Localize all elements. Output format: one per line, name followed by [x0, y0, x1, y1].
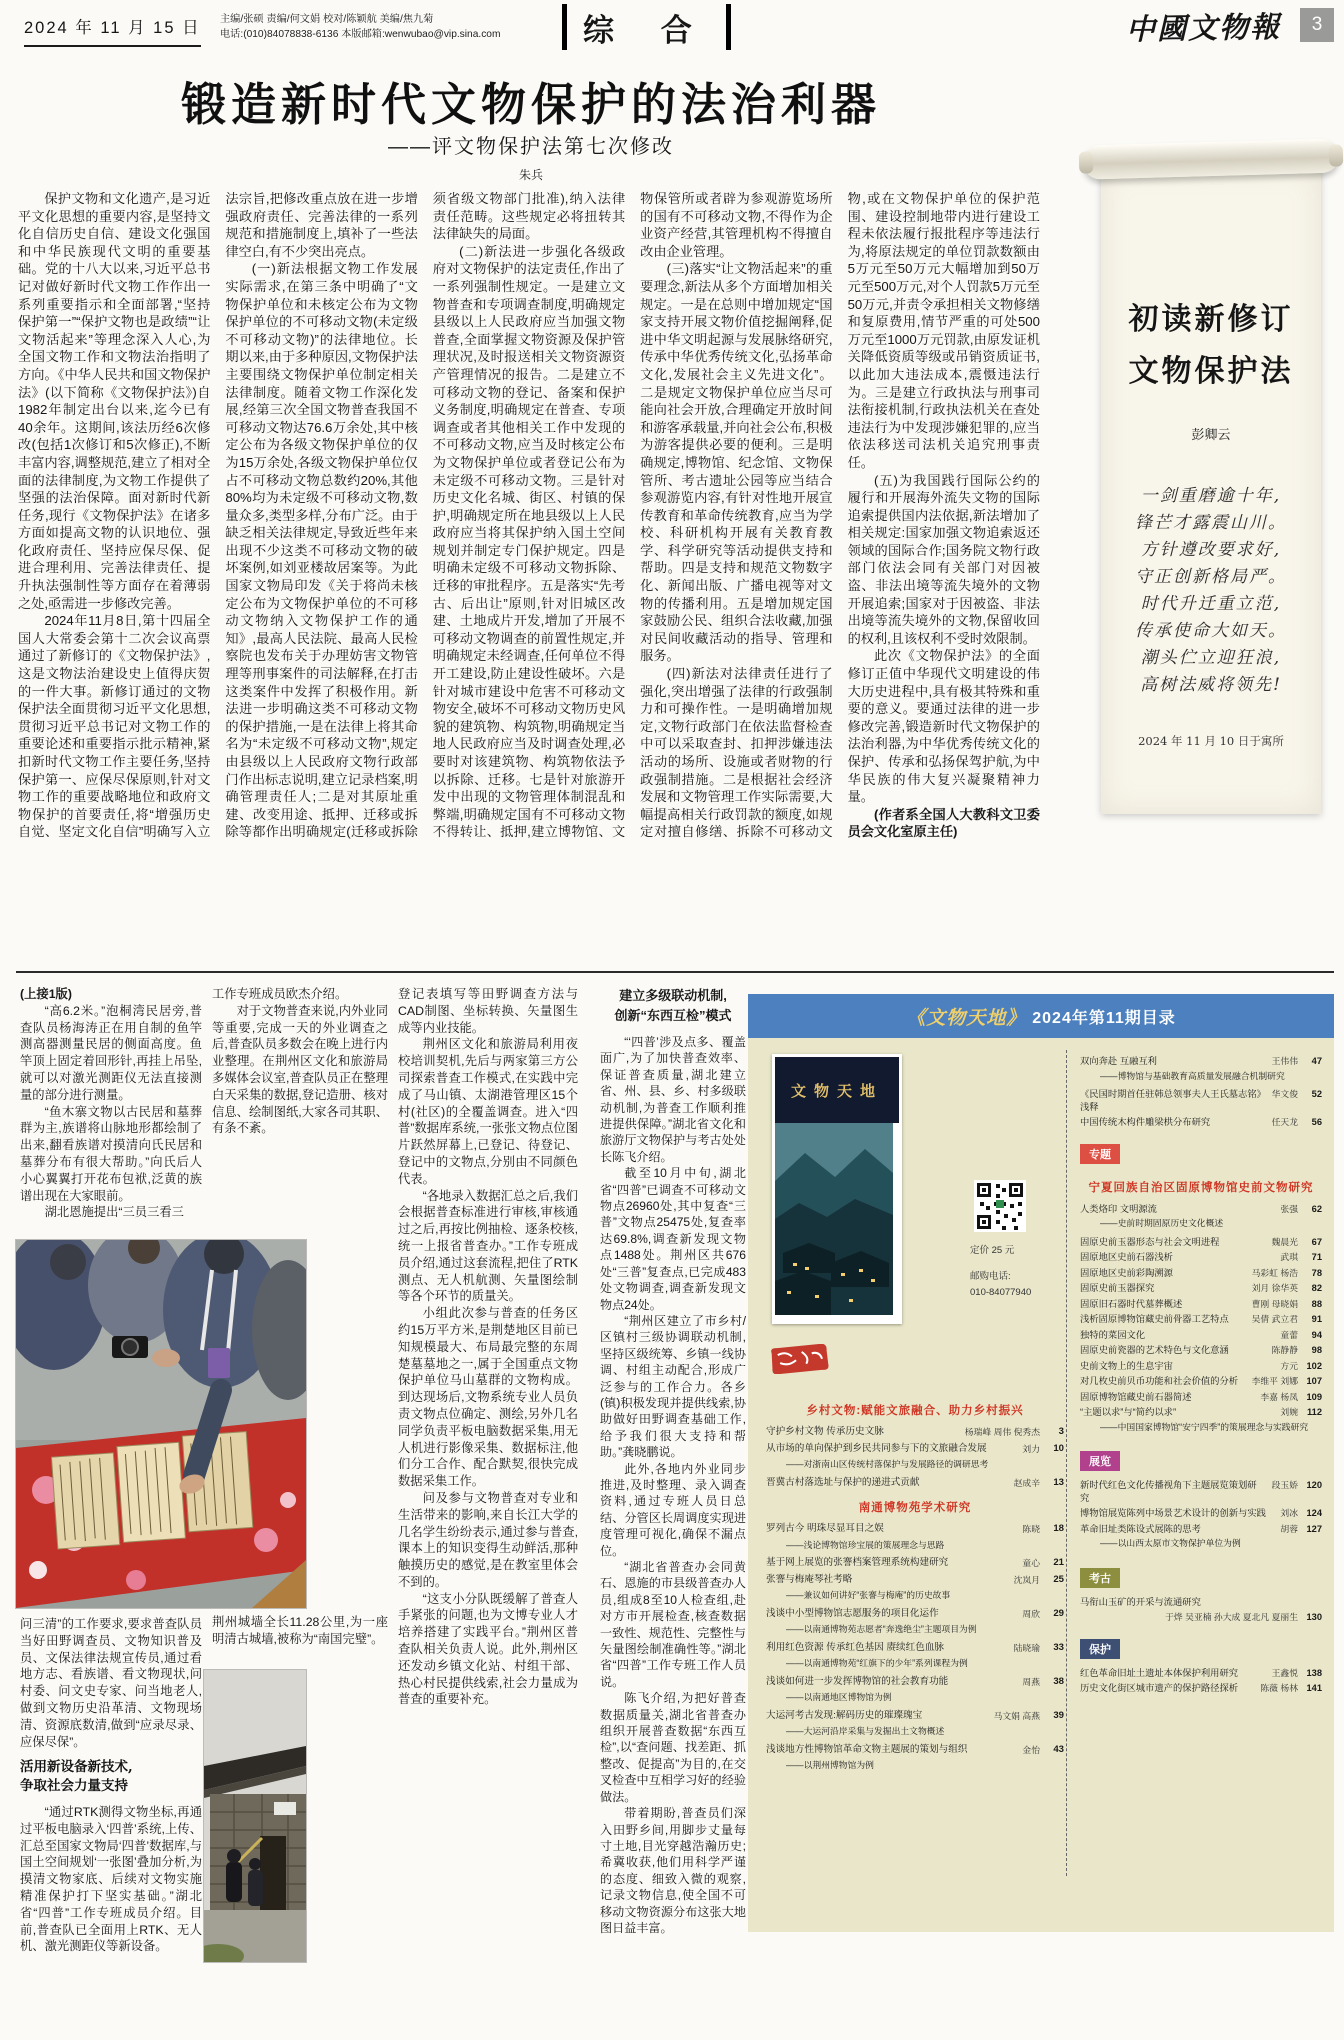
toc-entry: [1080, 1282, 1322, 1295]
toc-entry: [766, 1608, 1064, 1621]
bottom-col2-mid: [212, 1614, 388, 1666]
toc-entry-title: 浅谈中小型博物馆志愿服务的项目化运作: [766, 1607, 939, 1619]
toc-entry-title: 基于网上展览的张謇档案管理系统构建研究: [766, 1557, 949, 1568]
toc-entry-subtitle: ——以南通博物苑“红旗下的少年”系列课程为例: [786, 1658, 968, 1668]
toc-entry-page: 62: [1311, 1203, 1322, 1214]
poem-line: 方针遵改要求好,: [1140, 540, 1282, 560]
bottom-col2-top: [212, 986, 388, 1240]
toc-entry-page: 52: [1311, 1089, 1322, 1099]
toc-entry-subtitle: ——对浙南山区传统村落保护与发展路径的调研思考: [786, 1459, 989, 1469]
toc-entry-authors: 周燕: [1022, 1676, 1040, 1687]
toc-issue-label: 2024年第11期目录: [1032, 1009, 1176, 1027]
paragraph: “‘四普’涉及点多、覆盖面广,为了加快普查效率、保证普查质量,湖北建立省、州、县、乡、村多级联动机制,为普查工作顺利推进提供保障。”湖北省文化和旅游厅文物保护与考古处处长陈飞介绍。: [600, 1035, 746, 1164]
toc-entry-authors: 金怡: [1022, 1744, 1040, 1755]
toc-entry: [766, 1443, 1064, 1456]
toc-entry-authors: 张强: [1280, 1203, 1298, 1214]
toc-entry: [1080, 1298, 1322, 1311]
toc-entry-title: 对几枚史前贝币功能和社会价值的分析: [1080, 1376, 1239, 1386]
main-headline: 锻造新时代文物保护的法治利器: [180, 78, 881, 131]
section-header: [562, 4, 731, 50]
paragraph: “高6.2米。”泡桐湾民居旁,普查队员杨海涛正在用自制的鱼竿测高器测量民居的侧面高度。鱼竿顶上固定着回形针,再挂上吊坠,就可以对激光测距仪无法直接测量的部分进行测量。: [20, 1003, 202, 1102]
newspaper-logo: 中國文物報: [1125, 9, 1282, 47]
toc-entry-authors: 马文娟 高燕: [993, 1710, 1040, 1721]
toc-entry-title: 守护乡村文物 传承历史文脉: [766, 1426, 884, 1437]
toc-entry-subtitle: ——史前时期固原历史文化概述: [1100, 1218, 1224, 1228]
paragraph: (二)新法进一步强化各级政府对文物保护的法定责任,作出了一系列强制性规定。一是建立文物普查和专项调查制度,明确规定县级以上人民政府应当加强文物普查,全面掌握文物资源及保护管理状况,及时报送相关文物资源资产管理情况的报告。二是建立不可移动文物的登记、备案和保护义务制度,明确规定在普查、专项调查或者其他相关工作中发现的不可移动文物,应当及时核定公布为文物保护单位或者登记公布为未定级不可移动文物。三是针对历史文化名城、街区、村镇的保护,明确规定所在地县级以上人民政府应当将其保护纳入国土空间规划并制定专门保护规定。四是明确未定级不可移动文物拆除、迁移的审批程序。五是落实“先考古、后出让”原则,针对旧城区改建、土地成片开发,增加了开展不可移动文物调查的前置性规定,并明确规定未经调查,任何单位不得开工建设,防止建设性破坏。六是针对城市建设中危害不可移动文物安全,破坏不可移动文物历史风貌的建筑物、构筑物,明确规定当地人民政府应当及时调查处理,必要时对该建筑物、构筑物依法予以拆除、迁移。七是针对旅游开发中出现的文物管理体制混乱和弊端,明确规定国有不可移动文物不得转让、抵押,建立博物馆、文物保管所或者辟为参观游览场所的国有不可移动文物,不得作为企业资产经营,其管理机构不得擅自改由企业管理。: [432, 191, 833, 840]
toc-entry-title: 中国传统木构件雕梁栱分布研究: [1080, 1117, 1211, 1127]
main-subhead: ——评文物保护法第七次修改: [388, 136, 674, 158]
toc-entry-page: 98: [1311, 1345, 1322, 1355]
toc-entry-title: 双向奔赴 互融互利: [1080, 1056, 1157, 1066]
toc-entry: [1080, 1116, 1322, 1129]
toc-entry-authors: 方元: [1280, 1360, 1298, 1371]
paragraph: 此外,各地内外业同步推进,及时整理、录入调查资料,通过专班人员日总结、分管区长周调度实现进度管理可视化,确保不漏点位。: [600, 1461, 746, 1558]
toc-entry-title: 红色革命旧址土遗址本体保护利用研究: [1080, 1667, 1239, 1678]
toc-entry-page: 13: [1053, 1476, 1064, 1488]
toc-entry-authors: 吴倩 武立君: [1251, 1314, 1298, 1324]
mail-order-label: 邮购电话:: [970, 1271, 1011, 1282]
toc-entry-subtitle: ——以山西太原市文物保护单位为例: [1100, 1538, 1241, 1548]
toc-entry: [1080, 1391, 1322, 1404]
toc-left-column: [766, 1392, 1064, 1778]
toc-entry-title: 固原地区史前石器浅析: [1080, 1252, 1173, 1262]
toc-entry: [1080, 1088, 1322, 1113]
toc-entry-authors: 陈静静: [1271, 1345, 1298, 1355]
toc-section-badge: 展览: [1080, 1451, 1120, 1471]
toc-entry-authors: 刘婉: [1280, 1407, 1298, 1417]
masthead-crew: [220, 12, 500, 42]
toc-entry: [1080, 1406, 1322, 1419]
toc-entry-page: 10: [1053, 1442, 1064, 1454]
toc-entry-title: 从市场的单向保护到乡民共同参与下的文旅融合发展: [766, 1442, 987, 1454]
toc-entry: [766, 1426, 1064, 1439]
bottom-col1-tail: [20, 1804, 202, 2036]
toc-entry-title: 人类烙印 文明源流: [1080, 1203, 1157, 1214]
toc-entry: [1080, 1267, 1322, 1280]
toc-entry-authors: 任天龙: [1271, 1117, 1298, 1127]
toc-entry-page: 38: [1053, 1675, 1064, 1687]
toc-entry-title: 革命旧址类陈设式展陈的思考: [1080, 1523, 1201, 1534]
photo-survey-genealogy-books-image: [16, 1240, 306, 1608]
paragraph: “这支小分队既缓解了普查人手紧张的问题,也为文博专业人才培养搭建了实践平台。”荆州区普查队相关负责人说。此外,荆州区还发动乡镇文化站、村组干部、热心村民提供线索,社会力量成为普查的重要补充。: [398, 1591, 578, 1707]
toc-right-column: [1080, 1052, 1322, 1698]
toc-entry-authors: 李嘉 杨凤: [1260, 1391, 1298, 1402]
toc-entry: [766, 1744, 1064, 1757]
toc-entry-page: 112: [1307, 1407, 1322, 1417]
paragraph: “荆州区建立了市乡村/区镇村三级协调联动机制,坚持区级统筹、乡镇一线协调、村组主动配合,形成广泛参与的工作合力。各乡(镇)积极发现并提供线索,协助做好田野调查基础工作,给予我们很大支持和帮助。”龚晓鹏说。: [600, 1313, 746, 1460]
scroll-byline: 彭卿云: [1191, 427, 1231, 442]
toc-entry-authors: 陈薇 杨林: [1260, 1683, 1298, 1693]
toc-entry-title: 浅谈地方性博物馆革命文物主题展的策划与组织: [766, 1743, 968, 1755]
toc-entry-subtitle: ——兼议如何讲好“张謇与梅庵”的历史故事: [786, 1590, 951, 1600]
photo-stone-building-survey-image: [204, 1670, 306, 1962]
toc-entry-authors: 王伟伟: [1271, 1056, 1298, 1066]
toc-entry: [1080, 1507, 1322, 1520]
paragraph: 保护文物和文化遗产,是习近平文化思想的重要内容,是坚持文化自信历史自信、建设文化强国和中华民族现代文明的重要基础。党的十八大以来,习近平总书记对做好新时代文物工作作出一系列重要指示和全面部署,“坚持保护第一”“保护文物也是政绩”“让文物活起来”等理念深入人心,为全国文物工作和文物法治指明了方向。《中华人民共和国文物保护法》(以下简称《文物保护法》)自1982年制定出台以来,迄今已有40余年。这期间,该法历经6次修改(包括1次修订和5次修正),不断丰富内容,调整规范,建立了相对全面的法律制度,为文物工作提供了坚强的法治保障。面对新时代新任务,现行《文物保护法》在诸多方面如提高文物的认识地位、强化政府责任、坚持应保尽保、促进合理利用、完善法律责任、提升执法强制性等方面存在着薄弱之处,亟需进一步修改完善。: [18, 191, 211, 611]
toc-entry: [1080, 1682, 1322, 1695]
section-title: 综 合: [583, 12, 710, 49]
poem-line: 守正创新格局严。: [1135, 567, 1287, 587]
toc-entry-title: 晋冀古村落选址与保护的递进式贡献: [766, 1476, 920, 1488]
toc-entry: [766, 1557, 1064, 1570]
toc-entry-title: 固原史前瓷器的艺术特色与文化意涵: [1080, 1345, 1229, 1355]
toc-column-divider: [1066, 1050, 1067, 1876]
toc-entry-title: 利用红色资源 传承红色基因 赓续红色血脉: [766, 1641, 945, 1653]
crew-line-contact: 电话:(010)84078838-6136 本版邮箱:wenwubao@vip.sina.com: [220, 29, 501, 40]
toc-entry-authors: 马彩虹 杨浩: [1251, 1267, 1298, 1278]
toc-entry-authors: 杨瑞峰 周伟 倪秀杰: [964, 1427, 1040, 1437]
toc-entry-authors: 李维平 刘娜: [1251, 1376, 1298, 1386]
magazine-cover-masthead: [775, 1057, 899, 1123]
toc-entry: [1080, 1611, 1322, 1624]
toc-entry-page: 25: [1053, 1573, 1064, 1585]
toc-entry-page: 138: [1306, 1667, 1322, 1678]
toc-entry-subtitle: ——浅论博物馆珍宝展的策展理念与思路: [786, 1539, 945, 1550]
qr-code: [974, 1180, 1026, 1237]
bottom-col3: [398, 986, 578, 2036]
toc-entry-authors: 武琪: [1280, 1252, 1298, 1262]
toc-entry: [1080, 1375, 1322, 1388]
toc-entry: [766, 1477, 1064, 1490]
toc-entry-page: 21: [1053, 1557, 1064, 1568]
toc-entry-subtitle: ——中国国家博物馆“安宁四季”的策展理念与实践研究: [1100, 1421, 1309, 1432]
toc-entry-title: 固原博物馆藏史前石器简述: [1080, 1391, 1192, 1402]
toc-entry-authors: 陆晓瑜: [1013, 1642, 1040, 1653]
toc-entry: [1080, 1055, 1322, 1068]
bottom-col4-head: [600, 986, 746, 1026]
toc-entry-page: 3: [1058, 1426, 1064, 1437]
toc-entry: [766, 1523, 1064, 1536]
magazine-cover-photo: [775, 1123, 893, 1315]
paragraph: 对于文物普查来说,内外业同等重要,完成一天的外业调查之后,普查队员多数会在晚上进行内业整理。在荆州区文化和旅游局多媒体会议室,普查队员正在整理白天采集的数据,登记造册、核对信息、绘制图纸,大家各司其职、有条不紊。: [212, 1003, 388, 1136]
page-number-badge: 3: [1300, 8, 1334, 42]
masthead-date: 2024 年 11 月 15 日: [24, 14, 201, 47]
toc-entry-subtitle: ——博物馆与基础教育高质量发展融合机制研究: [1100, 1070, 1285, 1081]
col4-head-line1: 建立多级联动机制,: [619, 988, 727, 1003]
paragraph: 荆州区文化和旅游局利用夜校培训契机,先后与两家第三方公司探索普查工作模式,在实践中完成了马山镇、太湖港管理区15个村(社区)的全覆盖调查。进入“四普”数据库系统,一张张文物点位图片跃然屏幕上,已登记、待登记、登记中的文物点,分别由不同颜色代表。: [398, 1037, 578, 1186]
paragraph: 湖北恩施提出“三员三看三: [44, 1205, 184, 1220]
toc-entry-authors: 刘力: [1022, 1443, 1040, 1454]
toc-entry-title: 马衔山玉矿的开采与流通研究: [1080, 1596, 1201, 1607]
paragraph: “鱼木寨文物以古民居和墓葬群为主,族谱将山脉地形都绘制了出来,翻看族谱对摸清向氏民居和墓葬分布有很大帮助。”向氏后人小心翼翼打开花布包袱,泛黄的族谱出现在大家眼前。: [20, 1104, 202, 1203]
toc-entry-page: 109: [1306, 1391, 1322, 1402]
toc-entry-authors: 王鑫悦: [1271, 1667, 1298, 1678]
poem-line: 一剑重磨逾十年,: [1140, 486, 1282, 506]
col4-head-line2: 创新“东西互检”模式: [614, 1008, 732, 1023]
scroll-roller: [1083, 138, 1340, 179]
toc-entry-authors: 段玉娇: [1271, 1480, 1298, 1490]
toc-entry-title: 历史文化街区城市遗产的保护路径探析: [1080, 1683, 1239, 1693]
toc-entry: [766, 1574, 1064, 1587]
paragraph: (三)落实“让文物活起来”的重要理念,新法从多个方面增加相关规定。一是在总则中增加规定“国家支持开展文物价值挖掘阐释,促进中华文明起源与发展脉络研究,传承中华优秀传统文化,弘扬革命文化,发展社会主义先进文化”。二是规定文物保护单位应当尽可能向社会开放,合理确定开放时间和游客承载量,并向社会公布,积极为游客提供必要的便利。三是明确规定,博物馆、纪念馆、文物保管所、考古遗址公园等应当结合参观游览内容,有针对性地开展宣传教育和革命传统教育,应当为学校、科研机构开展有关教育教学、科学研究等活动提供支持和帮助。四是支持和规范文物数字化、新闻出版、广播电视等对文物的传播利用。五是增加规定国家鼓励公民、组织合法收藏,加强对民间收藏活动的指导、管理和服务。: [640, 261, 833, 664]
paragraph: 小组此次参与普查的任务区约15万平方米,是荆楚地区目前已知规模最大、布局最完整的东周楚墓墓地之一,属于全国重点文物保护单位马山墓群的文物构成。到达现场后,文物系统专业人员负责文物点位确定、测绘,另外几名同学负责平板电脑数据采集,用无人机进行影像采集、数据标注,他们分工合作、配合默契,很快完成数据采集工作。: [398, 1306, 578, 1489]
paragraph: (五)为我国践行国际公约的履行和开展海外流失文物的国际追索提供国内法依据,新法增加了相关规定:国家加强文物追索返还领域的国际合作;国务院文物行政部门依法会同有关部门对因被盗、非法出境等流失境外的文物开展追索;国家对于因被盗、非法出境等流失境外的文物,保留收回的权利,且该权利不受时效限制。: [847, 472, 1040, 646]
toc-entry-authors: 曹刚 母晓娟: [1251, 1298, 1298, 1309]
toc-entry: [766, 1710, 1064, 1723]
toc-section-badge: 专题: [1080, 1144, 1120, 1164]
toc-entry-page: 107: [1306, 1376, 1322, 1386]
toc-entry: [1080, 1596, 1322, 1609]
poem-line: 时代升迁重立范,: [1140, 594, 1282, 614]
magazine-cover: [772, 1054, 902, 1324]
toc-entry-page: 56: [1311, 1117, 1322, 1127]
toc-entry-title: 浅谈如何进一步发挥博物馆的社会教育功能: [766, 1675, 949, 1687]
paragraph: 问及参与文物普查对专业和生活带来的影响,来自长江大学的几名学生纷纷表示,通过参与普查,课本上的知识变得生动鲜活,那种触摸历史的感觉,是在教室里体会不到的。: [398, 1490, 578, 1589]
poem-line: 潮头伫立迎狂浪,: [1140, 648, 1282, 668]
toc-entry-title: 独特的菜园文化: [1080, 1329, 1146, 1340]
toc-entry-page: 130: [1306, 1612, 1322, 1622]
photo-survey-genealogy-books: [16, 1240, 306, 1608]
toc-entry-authors: 赵成辛: [1013, 1477, 1040, 1488]
toc-entry: [766, 1676, 1064, 1689]
toc-entry-page: 94: [1311, 1329, 1322, 1340]
poem-line: 高树法威将领先!: [1140, 675, 1282, 695]
toc-entry-page: 82: [1311, 1283, 1322, 1293]
toc-entry-page: 78: [1311, 1267, 1322, 1278]
scroll-poem: [1101, 483, 1321, 699]
toc-entry-authors: 华文俊: [1271, 1089, 1298, 1099]
toc-entry-title: 固原地区史前彩陶溯源: [1080, 1267, 1173, 1278]
toc-entry-page: 124: [1306, 1508, 1322, 1518]
toc-section-badge: 保护: [1080, 1639, 1120, 1659]
toc-entry-subtitle: ——以南通博物苑志愿者“奔逸绝尘”主题项目为例: [786, 1624, 977, 1634]
toc-entry-title: 固原史前玉器探究: [1080, 1283, 1155, 1293]
subhead-line2: 争取社会力量支持: [20, 1778, 128, 1794]
paragraph: 带着期盼,普查员们深入田野乡间,用脚步丈量每寸土地,目光穿越浩瀚历史;希冀收获,他们用科学严谨的态度、细致入微的观察,记录文物信息,使全国不可移动文物资源分布这张大地图日益丰富。: [600, 1806, 746, 1935]
scroll-title-line2: 文物保护法: [1128, 354, 1294, 389]
crew-line-editors: 主编/张硕 责编/何文娟 校对/陈颖航 美编/焦九菊: [220, 14, 434, 25]
toc-entry-page: 18: [1053, 1523, 1064, 1534]
toc-entry-page: 102: [1306, 1360, 1322, 1371]
toc-entry-title: 新时代红色文化传播视角下主题展览策划研究: [1080, 1480, 1257, 1503]
toc-entry-authors: 童心: [1022, 1558, 1040, 1568]
toc-entry-title: 史前文物上的生息宇宙: [1080, 1360, 1173, 1371]
bottom-col1-top: [20, 986, 202, 1240]
scroll-title: [1101, 294, 1321, 398]
paragraph: 陈飞介绍,为把好普查数据质量关,湖北省普查办组织开展普查数据“东西互检”,以“查问题、找差距、抓整改、促提高”为目的,在交叉检查中互相学习好的经验做法。: [600, 1691, 746, 1804]
toc-entry-title: 浅析固原博物馆藏史前骨器工艺特点: [1080, 1314, 1229, 1324]
toc-entry-title: 《民国时期首任驻韩总领事夫人王氏墓志铭》浅释: [1080, 1089, 1262, 1112]
section-bar-left: [562, 4, 567, 50]
section-bar-right: [726, 4, 731, 50]
photo-stone-building-survey: [204, 1670, 306, 1962]
toc-entry-page: 33: [1053, 1641, 1064, 1653]
bottom-col4-body: [600, 1034, 746, 1966]
paragraph: “湖北省普查办会同黄石、恩施的市县级普查办人员,组成8至10人检查组,赴对方市开展检查,核查数据一致性、规范性、完整性与矢量图绘制准确性等。”湖北省“四普”工作专班工作人员说。: [600, 1560, 746, 1689]
toc-entry-subtitle: ——以南通地区博物馆为例: [786, 1692, 892, 1702]
toc-entry-authors: 刘月 徐华英: [1251, 1283, 1298, 1293]
toc-entry: [1080, 1344, 1322, 1357]
toc-section-heading: 乡村文物:赋能文旅融合、助力乡村振兴: [806, 1405, 1024, 1417]
toc-entry: [1080, 1329, 1322, 1342]
paragraph: (一)新法根据文物工作发展实际需求,在第三条中明确了“文物保护单位和未核定公布为文物保护单位的不可移动文物(未定级不可移动文物)”的法律地位。长期以来,由于多种原因,文物保护法主要围绕文物保护单位制定相关法律制度。随着文物工作深化发展,经第三次全国文物普查我国不可移动文物达76.6万余处,其中核定公布为各级文物保护单位的仅为15万余处,各级文物保护单位仅占不可移动文物总数约20%,其他80%均为未定级不可移动文物,数量众多,类型多样,分布广泛。由于缺乏相关法律规定,导致近些年来出现不少这类不可移动文物的破坏案例,如刘亚楼故居案等。为此国家文物局印发《关于将尚未核定公布为文物保护单位的不可移动文物纳入文物保护工作的通知》,最高人民法院、最高人民检察院也发布关于办理妨害文物管理等刑事案件的司法解释,在打击这类案件中发挥了积极作用。新法进一步明确这类不可移动文物的保护措施,一是在法律上将其命名为“未定级不可移动文物”,规定由县级以上人民政府文物行政部门作出标志说明,建立记录档案,明确管理责任人;二是对其原址重建、改变用途、抵押、迁移或拆除等都作出明确规定(迁移或拆除须省级文物部门批准),纳入法律责任范畴。这些规定必将扭转其法律缺失的局面。: [225, 191, 626, 840]
paragraph: 荆州城墙全长11.28公里,为一座明清古城墙,被称为“南国完璧”。: [212, 1615, 388, 1646]
toc-entry-title: 罗列古今 明珠尽显耳目之娱: [766, 1523, 884, 1534]
paragraph: 2024年11月8日,第十四届全国人大常委会第十二次会议高票通过了新修订的《文物保护法》,这是文物法治建设史上值得庆贺的一件大事。新修订通过的文物保护法全面贯彻习近平文化思想,贯彻习近平总书记对文物工作的重要论述和重要指示批示精神,紧扣新时代文物工作主要任务,坚持保护第一、应保尽保原则,针对文物工作的重要战略地位和政府文物保护的首要责任,将“增强历史自觉、坚定文化自信”明确写入立法宗旨,把修改重点放在进一步增强政府责任、完善法律的一系列规范和措施制度上,填补了一些法律空白,有不少突出亮点。: [18, 191, 418, 840]
toc-entry-page: 47: [1311, 1056, 1322, 1066]
toc-entry: [1080, 1360, 1322, 1373]
paragraph: 登记表填写等田野调查方法与CAD制图、坐标转换、矢量图生成等内业技能。: [398, 987, 578, 1035]
main-article-body: [18, 190, 1040, 964]
toc-section-heading: 宁夏回族自治区固原博物馆史前文物研究: [1088, 1181, 1314, 1194]
toc-entry-title: 张謇与梅庵琴社考略: [766, 1573, 853, 1585]
toc-entry-authors: 童蕾: [1280, 1329, 1298, 1340]
toc-entry: [1080, 1667, 1322, 1680]
toc-entry-authors: 魏晨光: [1271, 1236, 1298, 1247]
toc-entry: [766, 1642, 1064, 1655]
toc-entry-authors: 于烨 吴亚楠 孙大成 夏北凡 夏丽生: [1165, 1612, 1298, 1622]
toc-entry-page: 127: [1306, 1523, 1322, 1534]
poem-line: 传承使命大如天。: [1135, 621, 1287, 641]
subhead-line1: 活用新设备新技术,: [20, 1759, 133, 1775]
toc-entry: [1080, 1313, 1322, 1326]
toc-entry-title: 博物馆展览陈列中场景艺术设计的创新与实践: [1080, 1508, 1266, 1518]
red-stamp-icon: [768, 1344, 832, 1379]
magazine-cover-title: 文物天地: [790, 1081, 883, 1100]
toc-entry-page: 120: [1306, 1480, 1322, 1490]
main-byline: 朱兵: [518, 168, 543, 182]
toc-entry: [1080, 1479, 1322, 1504]
toc-entry-page: 43: [1053, 1743, 1064, 1755]
toc-entry: [1080, 1523, 1322, 1536]
toc-entry-title: 大运河考古发现:解码历史的璀璨瑰宝: [766, 1709, 923, 1721]
toc-entry-authors: 周欣: [1022, 1608, 1040, 1619]
paragraph: (四)新法对法律责任进行了强化,突出增强了法律的行政强制力和可操作性。一是明确增加规定,文物行政部门在依法监督检查中可以采取查封、扣押涉嫌违法活动的场所、设施或者财物的行政强制措施。二是根据社会经济发展和文物管理工作实际需要,大幅提高相关行政罚款的额度,如规定对擅自修缮、拆除不可移动文物,或在文物保护单位的保护范围、建设控制地带内进行建设工程未依法履行报批程序等违法行为,将原法规定的单位罚款数额由5万元至50万元大幅增加到50万元至500万元,对个人罚款5万元至50万元,并责令承担相关文物修缮和复原费用,情节严重的可处500万元至1000万元罚款,由原发证机关降低资质等级或吊销资质证书,以此加大违法成本,震慑违法行为。三是建立行政执法与刑事司法衔接机制,行政执法机关在查处违法行为中发现涉嫌犯罪的,应当依法移送司法机关追究刑事责任。: [640, 191, 1040, 840]
paragraph: (上接1版): [20, 987, 72, 1001]
toc-entry-page: 39: [1053, 1709, 1064, 1721]
magazine-price: 定价 25 元: [970, 1245, 1015, 1256]
toc-magazine-name: 《文物天地》: [906, 1006, 1027, 1029]
toc-entry: [1080, 1236, 1322, 1249]
scroll-paper: [1101, 166, 1321, 814]
toc-entry-title: 固原史前玉器形态与社会文明进程: [1080, 1236, 1220, 1247]
toc-entry-authors: 陈晓: [1022, 1524, 1040, 1534]
toc-entry-page: 29: [1053, 1607, 1064, 1619]
paragraph: 此次《文物保护法》的全面修订正值中华现代文明建设的伟大历史进程中,具有极其特殊和重要的意义。要通过法律的进一步修改完善,锻造新时代文物保护的法治利器,为中华优秀传统文化的保护、传承和弘扬保驾护航,为中华民族的伟大复兴凝聚精神力量。: [847, 648, 1040, 805]
paragraph: (作者系全国人大教科文卫委员会文化室原主任): [847, 806, 1040, 840]
bottom-col1-below-photo: [20, 1616, 202, 1756]
toc-header-bar: [748, 994, 1334, 1038]
scroll-dateline: 2024 年 11 月 10 日于寓所: [1138, 734, 1284, 748]
paragraph: 截至10月中旬,湖北省“四普”已调查不可移动文物点26960处,其中复查“三普”文物点25475处,复查率达69.8%,调查新发现文物点1488处。荆州区共676处“三普”复查点,已完成483处文物调查,调查新发现文物点24处。: [600, 1166, 746, 1312]
paragraph: 问三清”的工作要求,要求普查队员当好田野调查员、文物知识普及员、文保法律法规宣传员,通过看地方志、看族谱、看文物现状,问村委、问文史专家、问当地老人,做到文物历史沿革清、文物现场清、资源底数清,做到“应录尽录、应保尽保”。: [20, 1617, 202, 1749]
toc-entry-authors: 沈岚月: [1013, 1574, 1040, 1585]
toc-entry-authors: 胡蓉: [1280, 1523, 1298, 1534]
paragraph: “各地录入数据汇总之后,我们会根据普查标准进行审核,审核通过之后,再按比例抽检、逐条校核,统一上报省普查办。”工作专班成员介绍,通过这套流程,把住了RTK测点、无人机航测、矢量图绘制等各个环节的质量关。: [398, 1188, 578, 1304]
toc-entry-title: “主题以求”与“简约以求”: [1080, 1407, 1177, 1417]
bottom-col1-subhead: [20, 1758, 202, 1796]
toc-section-heading: 南通博物苑学术研究: [858, 1502, 972, 1514]
toc-entry-subtitle: ——以荆州博物馆为例: [786, 1760, 874, 1770]
paragraph: 工作专班成员欧杰介绍。: [212, 987, 348, 1001]
scroll-title-line1: 初读新修订: [1128, 302, 1294, 337]
toc-entry-authors: 刘冰: [1280, 1508, 1298, 1518]
toc-entry-subtitle: ——大运河沿岸采集与发掘出土文物概述: [786, 1726, 945, 1736]
calligraphy-scroll: [1085, 140, 1337, 816]
toc-entry-page: 91: [1311, 1314, 1322, 1324]
paragraph: “通过RTK测得文物坐标,再通过平板电脑录入‘四普’系统,上传、汇总至国家文物局‘四普’数据库,与国土空间规划‘一张图’叠加分析,为摸清文物家底、后续对文物实施精准保护打下坚实基础。”湖北省“四普”工作专班成员介绍。目前,普查队已全面用上RTK、无人机、激光测距仪等新设备。: [20, 1805, 202, 1954]
toc-entry-title: 固原旧石器时代墓葬概述: [1080, 1298, 1183, 1309]
poem-line: 锋芒才露震山川。: [1135, 513, 1287, 533]
toc-section-badge: 考古: [1080, 1568, 1120, 1588]
mail-order-phone: 010-84077940: [970, 1287, 1032, 1298]
toc-entry: [1080, 1203, 1322, 1216]
toc-entry: [1080, 1251, 1322, 1264]
section-divider-rule: [16, 971, 1334, 973]
toc-entry-page: 67: [1311, 1236, 1322, 1247]
magazine-toc-panel: [748, 994, 1334, 1932]
toc-entry-page: 141: [1306, 1683, 1322, 1693]
toc-entry-page: 88: [1311, 1298, 1322, 1309]
toc-entry-page: 71: [1311, 1252, 1322, 1262]
